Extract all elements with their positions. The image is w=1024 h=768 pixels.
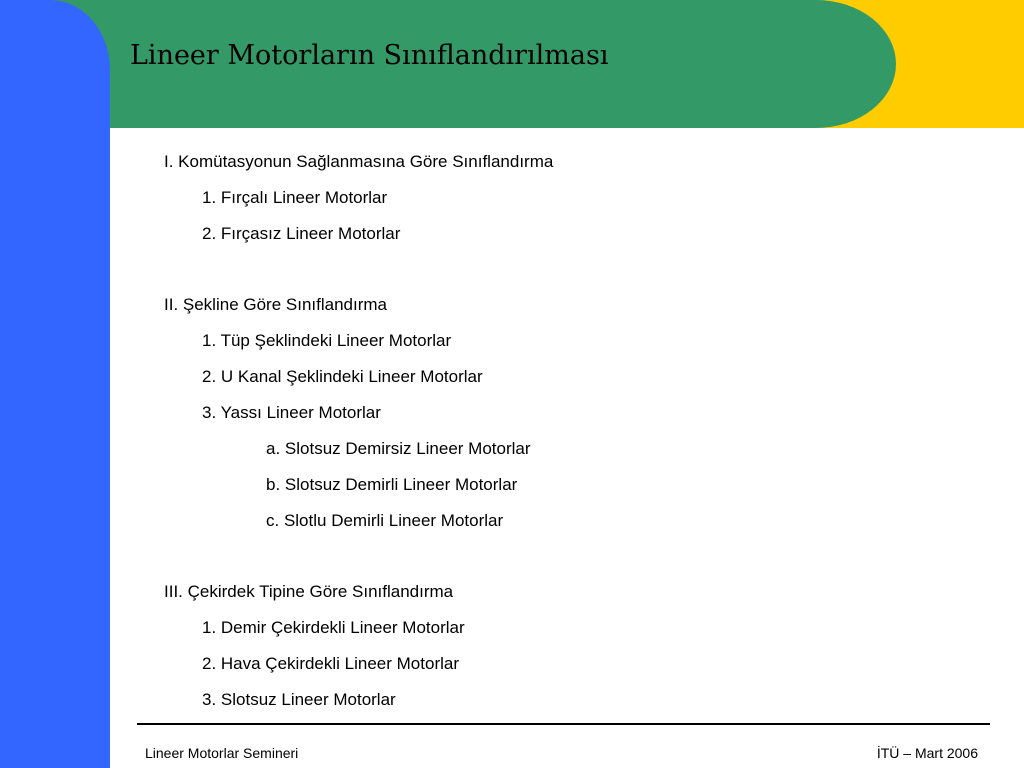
list-item: 1. Tüp Şeklindeki Lineer Motorlar	[202, 331, 452, 350]
slide-title: Lineer Motorların Sınıflandırılması	[130, 40, 609, 71]
list-item: 3. Yassı Lineer Motorlar	[202, 403, 381, 422]
list-item: 2. Hava Çekirdekli Lineer Motorlar	[202, 654, 459, 673]
footer-right-text: İTÜ – Mart 2006	[876, 745, 978, 761]
list-item: 2. U Kanal Şeklindeki Lineer Motorlar	[202, 367, 483, 386]
sub-list-item: a. Slotsuz Demirsiz Lineer Motorlar	[266, 439, 531, 458]
spacer	[164, 258, 984, 293]
sub-list-item: c. Slotlu Demirli Lineer Motorlar	[266, 511, 504, 530]
sub-list-item: b. Slotsuz Demirli Lineer Motorlar	[266, 475, 518, 494]
blue-side-band	[0, 0, 110, 768]
list-item: 1. Demir Çekirdekli Lineer Motorlar	[202, 618, 465, 637]
list-item: 1. Fırçalı Lineer Motorlar	[202, 188, 388, 207]
spacer	[164, 545, 984, 580]
footer-left-text: Lineer Motorlar Semineri	[145, 745, 299, 761]
section-heading: I. Komütasyonun Sağlanmasına Göre Sınıflandırma	[164, 152, 554, 171]
list-item: 3. Slotsuz Lineer Motorlar	[202, 690, 396, 709]
slide-content	[164, 150, 984, 724]
footer-divider	[137, 723, 990, 725]
list-item: 2. Fırçasız Lineer Motorlar	[202, 224, 401, 243]
section-heading: III. Çekirdek Tipine Göre Sınıflandırma	[164, 582, 454, 601]
section-heading: II. Şekline Göre Sınıflandırma	[164, 295, 387, 314]
